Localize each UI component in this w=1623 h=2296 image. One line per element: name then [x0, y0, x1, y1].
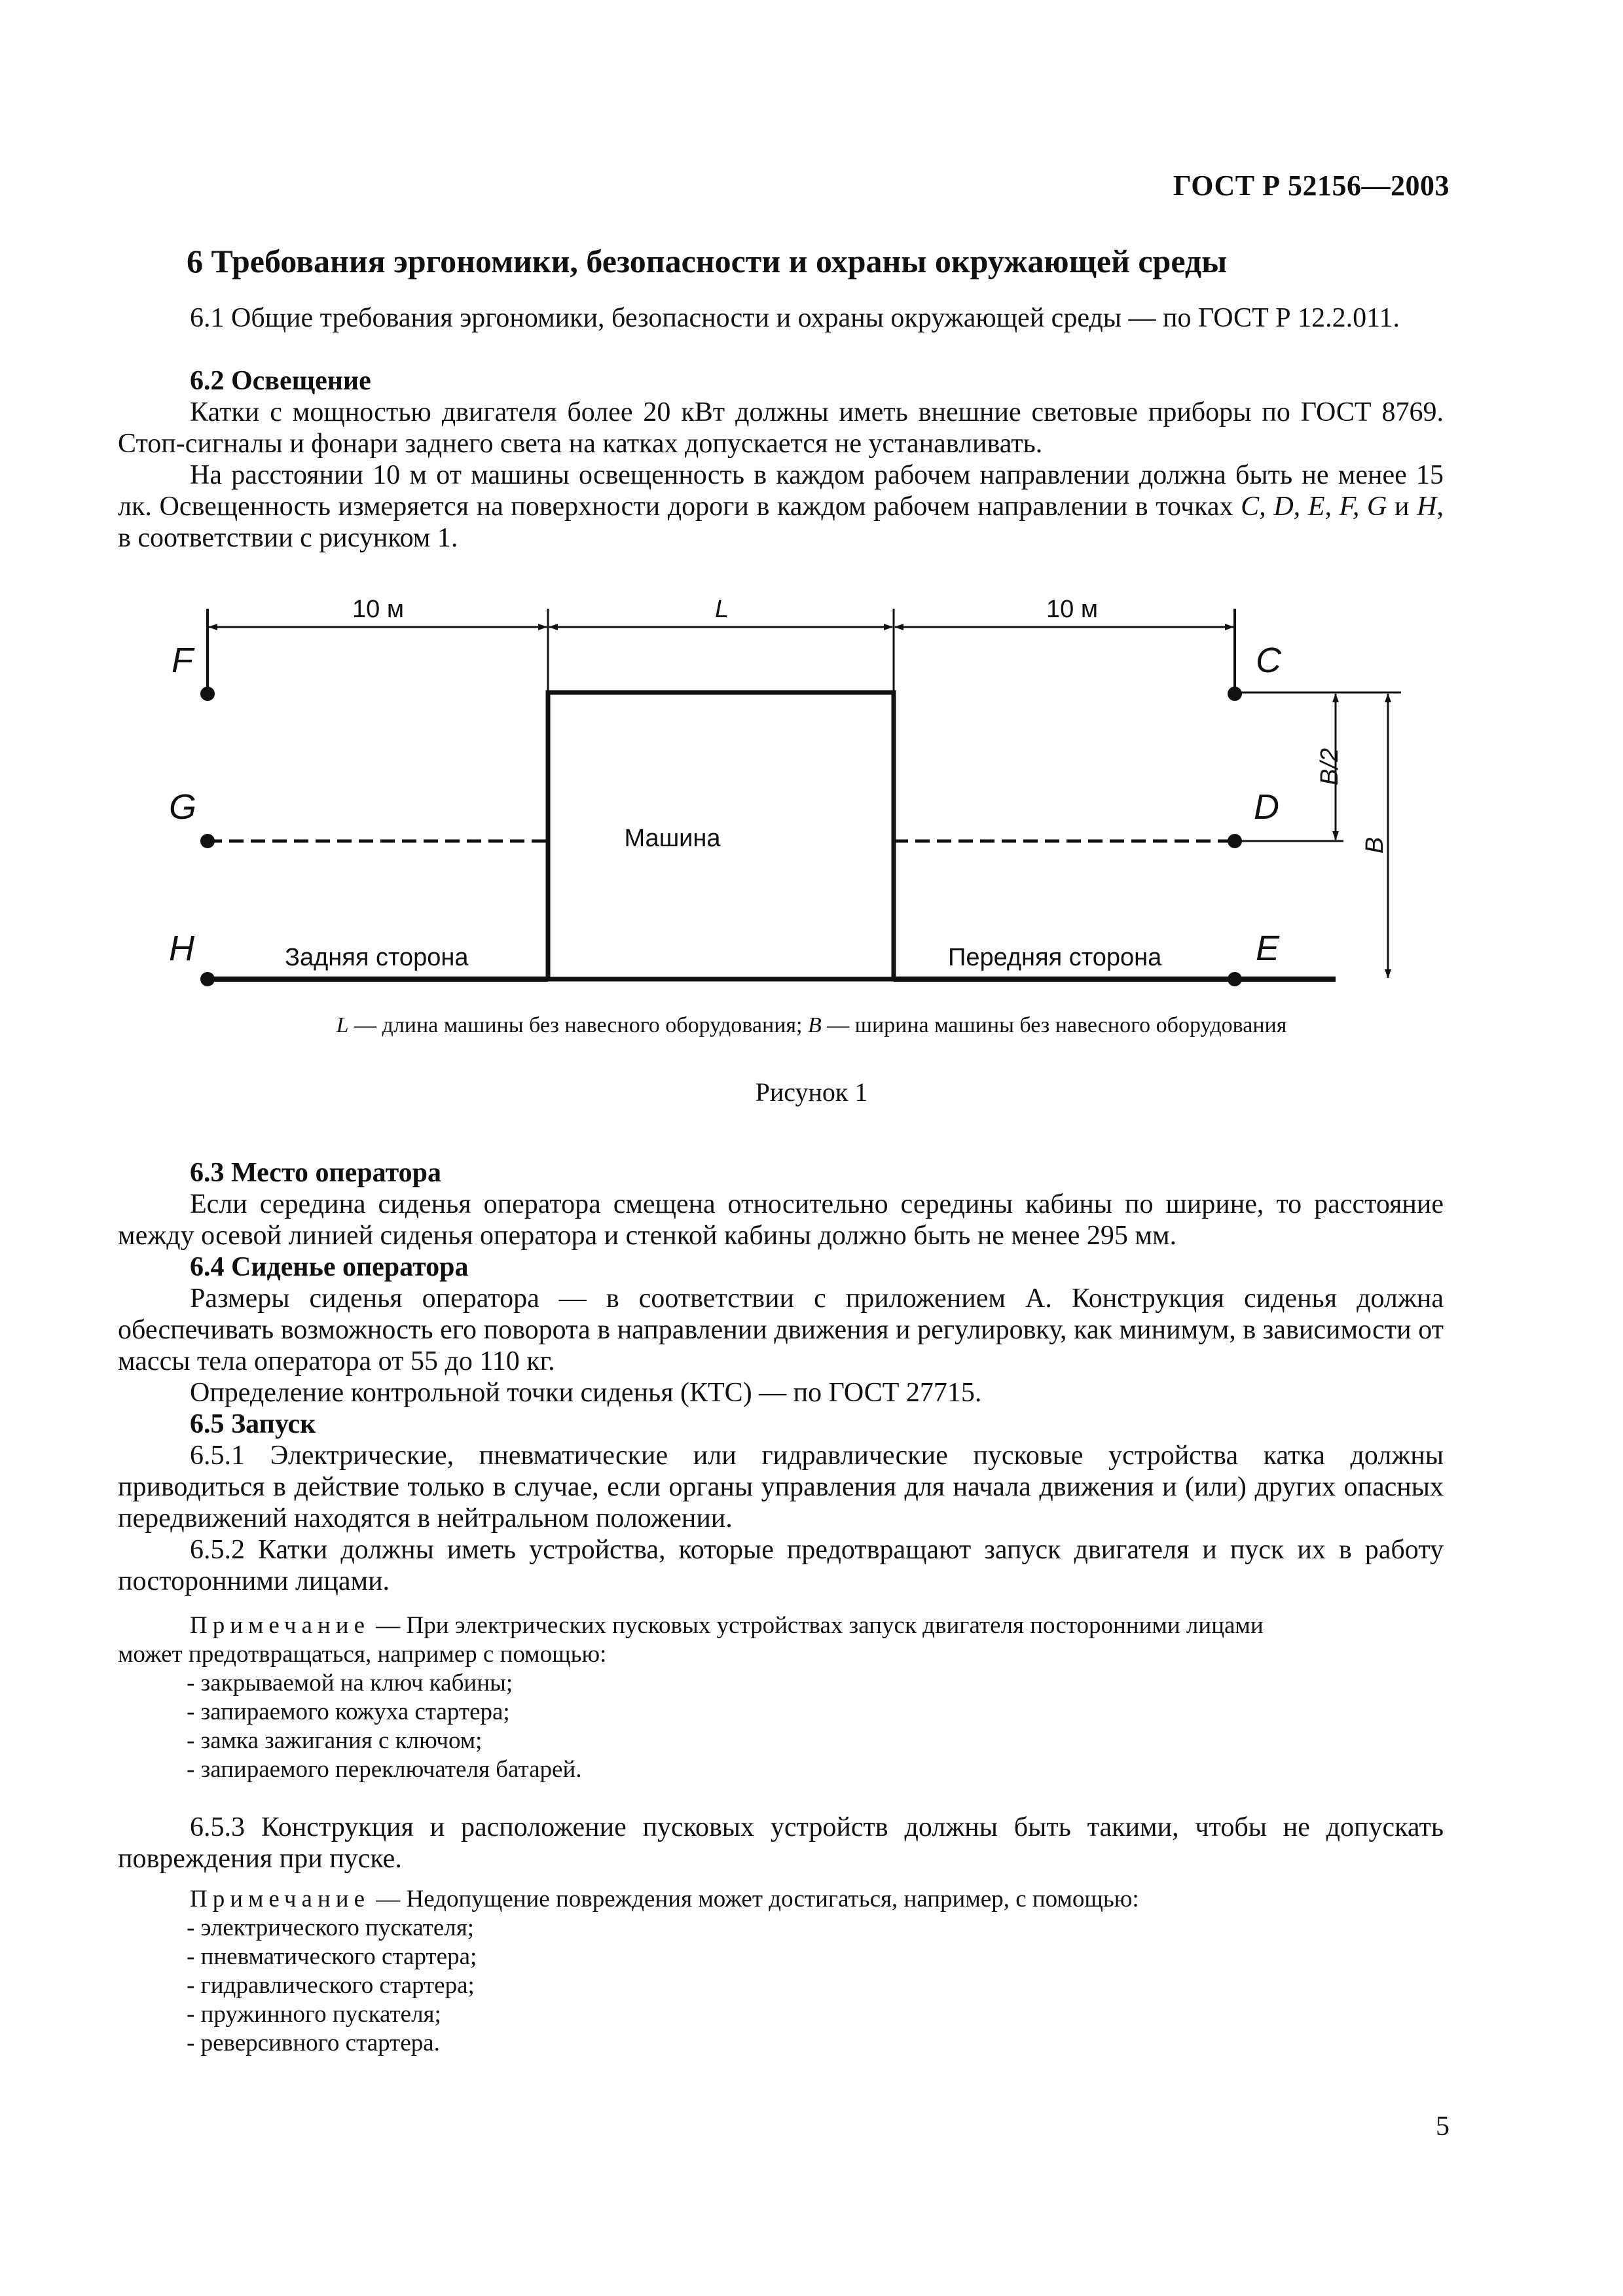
point-label-c: C [1256, 641, 1281, 680]
note-1 [190, 1611, 1444, 1640]
rear-side-label: Задняя сторона [285, 944, 469, 971]
point-label-e: E [1256, 929, 1280, 968]
paragraph-6-4-a: Размеры сиденья оператора — в соответствии с приложением А. Конструкция сиденья должна обеспечивать возможность его поворота в направлении движения и регулировку, как минимум, в зависимости от массы тела оператора от 55 до 110 кг. [118, 1283, 1444, 1376]
note-1-continuation: может предотвращаться, например с помощью: [118, 1641, 607, 1668]
legend-l-text: — длина машины без навесного оборудования; [348, 1013, 808, 1037]
note-2-list [187, 1914, 477, 2058]
paragraph-6-5-1: 6.5.1 Электрические, пневматические или гидравлические пусковые устройства катка должны приводиться в действие только в случае, если органы управления для начала движения и (или) других опасных передвижений находятся в нейтральном положении. [118, 1441, 1444, 1534]
machine-rectangle [548, 692, 894, 979]
document-code: ГОСТ Р 52156—2003 [1173, 170, 1450, 202]
machine-label: Машина [624, 825, 721, 852]
note-2-label: Примечание [190, 1886, 370, 1912]
list-item: - пружинного пускателя; [187, 2000, 477, 2029]
paragraph-6-2-b-suffix: , в соответствии с рисунком 1. [118, 492, 1444, 553]
point-d-marker [1228, 834, 1242, 848]
list-item: - закрываемой на ключ кабины; [187, 1669, 582, 1698]
point-label-g: G [169, 787, 197, 827]
dimension-label-10m-right: 10 м [1046, 596, 1098, 623]
figure-caption: Рисунок 1 [755, 1077, 868, 1107]
note-1-list [187, 1669, 582, 1784]
section-title: 6 Требования эргономики, безопасности и охраны окружающей среды [187, 243, 1228, 279]
note-1-first-line: — При электрических пусковых устройствах запуск двигателя посторонними лицами [370, 1612, 1264, 1639]
paragraph-6-2-a: Катки с мощностью двигателя более 20 кВт должны иметь внешние световые приборы по ГОСТ 8769. Стоп-сигналы и фонари заднего света на катках допускается не устанавливать. [118, 397, 1444, 459]
heading-6-4: 6.4 Сиденье оператора [190, 1252, 469, 1282]
paragraph-6-1: 6.1 Общие требования эргономики, безопасности и охраны окружающей среды — по ГОСТ Р 12.2.011. [190, 303, 1400, 333]
list-item: - запираемого кожуха стартера; [187, 1698, 582, 1727]
list-item: - электрического пускателя; [187, 1914, 477, 1943]
legend-b-text: — ширина машины без навесного оборудования [821, 1013, 1287, 1037]
paragraph-6-4-b: Определение контрольной точки сиденья (КТС) — по ГОСТ 27715. [190, 1378, 982, 1408]
point-g-marker [200, 834, 215, 848]
dimension-label-half-width: B/2 [1316, 747, 1344, 786]
paragraph-6-5-2: 6.5.2 Катки должны иметь устройства, которые предотвращают запуск двигателя и пуск их в работу посторонними лицами. [118, 1535, 1444, 1596]
paragraph-6-3: Если середина сиденья оператора смещена относительно середины кабины по ширине, то расстояние между осевой линией сиденья оператора и стенкой кабины должно быть не менее 295 мм. [118, 1189, 1444, 1251]
paragraph-6-2-b-prefix: На расстоянии 10 м от машины освещенность в каждом рабочем направлении должна быть не менее 15 лк. Освещенность измеряется на поверхности дороги в каждом рабочем направлении в точках [118, 460, 1444, 522]
paragraph-6-2-b-point-h: H [1417, 492, 1437, 522]
point-c-marker [1228, 687, 1242, 701]
list-item: - замка зажигания с ключом; [187, 1727, 582, 1755]
heading-6-2: 6.2 Освещение [190, 366, 371, 396]
point-label-d: D [1254, 787, 1279, 827]
heading-6-3: 6.3 Место оператора [190, 1158, 442, 1188]
list-item: - гидравлического стартера; [187, 1971, 477, 2000]
point-f-marker [200, 687, 215, 701]
figure-1 [118, 589, 1447, 1008]
paragraph-6-5-3: 6.5.3 Конструкция и расположение пусковых устройств должны быть такими, чтобы не допускать повреждения при пуске. [118, 1812, 1444, 1874]
dimension-label-10m-left: 10 м [352, 596, 404, 623]
dimension-label-width: B [1361, 836, 1389, 854]
paragraph-6-2-b [118, 459, 1444, 554]
page-number: 5 [1436, 2111, 1450, 2142]
list-item: - запираемого переключателя батарей. [187, 1755, 582, 1784]
point-e-marker [1228, 972, 1242, 986]
dimension-label-l: L [715, 596, 729, 623]
point-label-f: F [172, 641, 193, 680]
legend-b-symbol: B [807, 1013, 822, 1037]
paragraph-6-2-b-points: C, D, E, F, G [1241, 492, 1387, 522]
note-2 [190, 1885, 1444, 1914]
heading-6-5: 6.5 Запуск [190, 1409, 316, 1439]
note-2-first-line: — Недопущение повреждения может достигаться, например, с помощью: [370, 1886, 1139, 1912]
figure-legend [0, 1013, 1623, 1038]
point-h-marker [200, 972, 215, 986]
paragraph-6-2-b-and: и [1387, 492, 1417, 522]
front-side-label: Передняя сторона [948, 944, 1162, 971]
legend-l-symbol: L [336, 1013, 349, 1037]
list-item: - пневматического стартера; [187, 1943, 477, 1971]
list-item: - реверсивного стартера. [187, 2029, 477, 2058]
note-1-label: Примечание [190, 1612, 370, 1639]
point-label-h: H [169, 929, 194, 968]
